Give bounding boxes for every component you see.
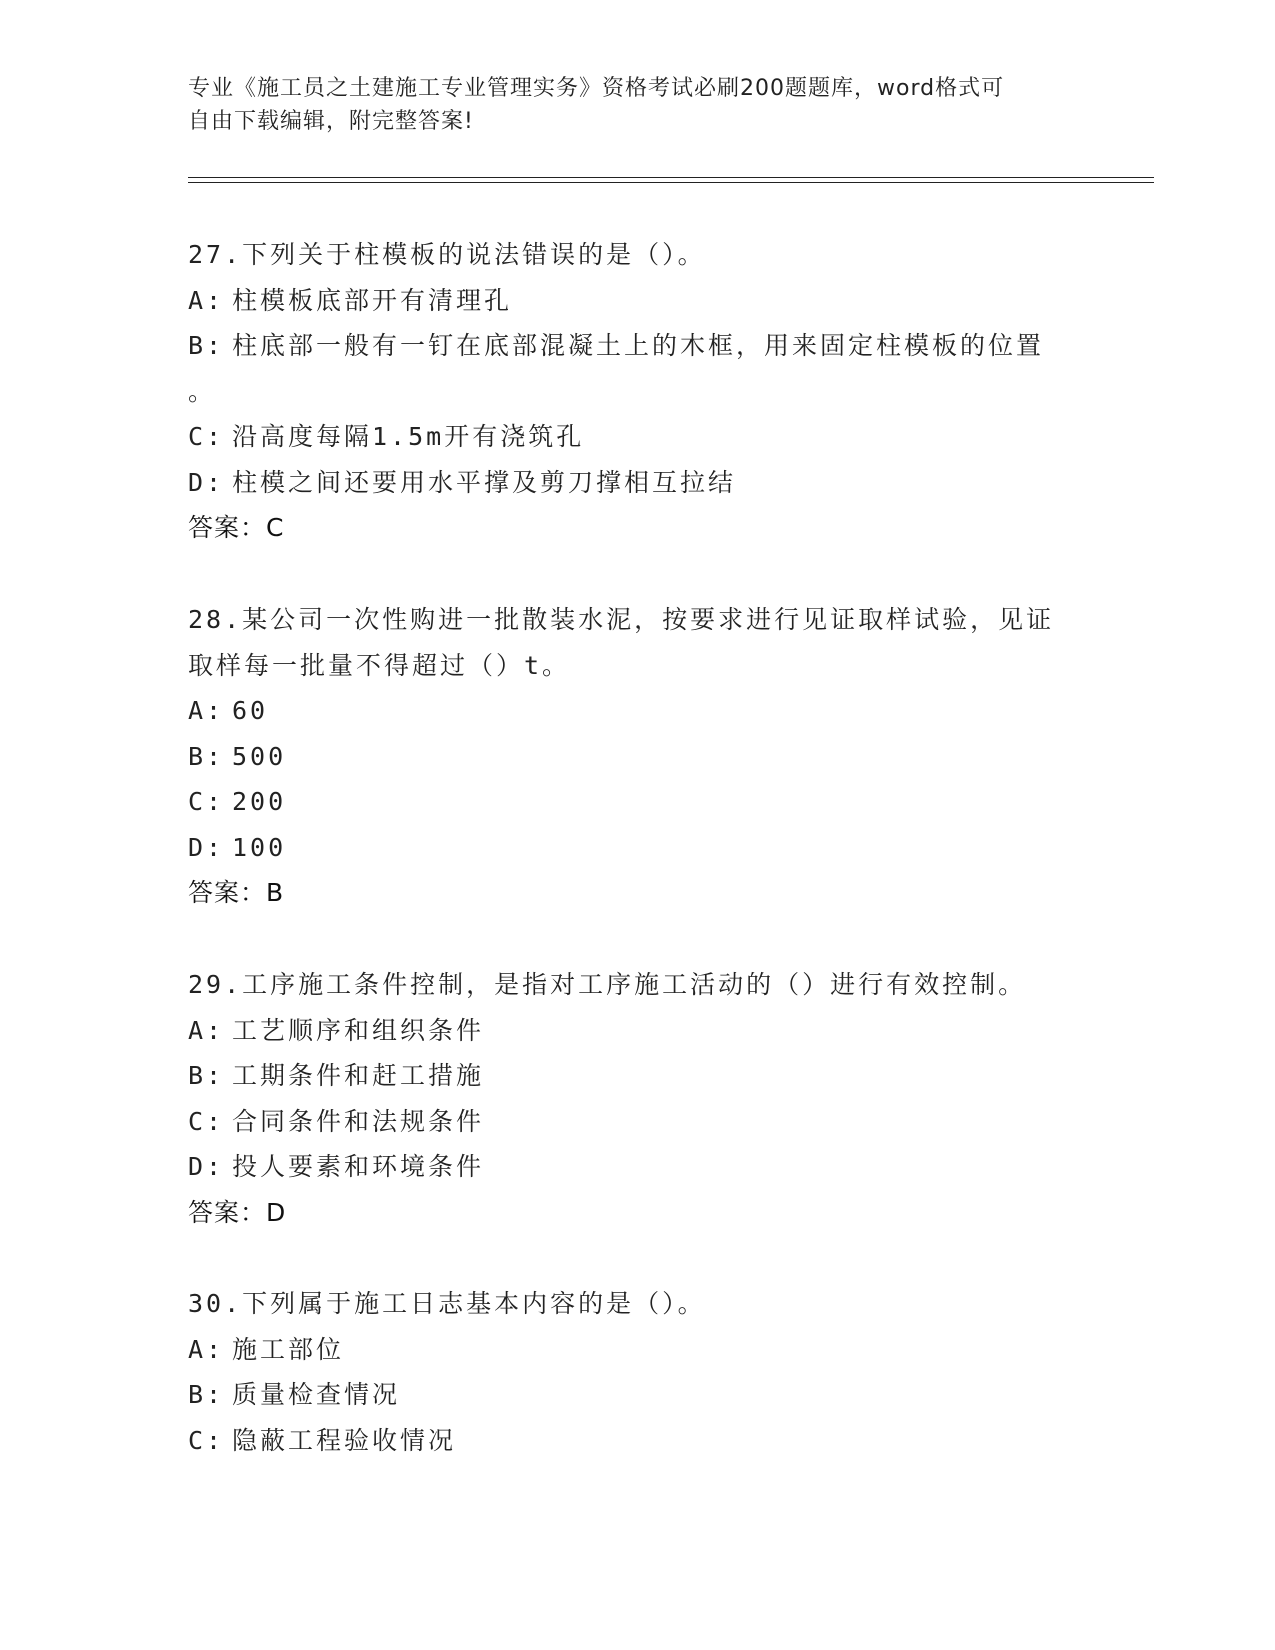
question-30: [188, 1281, 1088, 1463]
option-c: [188, 414, 1088, 460]
option-label: A:: [188, 1334, 225, 1364]
answer-label: 答案：C: [188, 513, 285, 542]
option-b: [188, 1053, 1088, 1099]
question-28: [188, 597, 1088, 916]
option-text: 质量检查情况: [232, 1380, 401, 1409]
option-label: B:: [188, 741, 225, 771]
option-d: [188, 1144, 1088, 1190]
option-text: 合同条件和法规条件: [232, 1106, 485, 1136]
answer-label: 答案：D: [188, 1197, 287, 1227]
option-b: [188, 1372, 1088, 1418]
option-text: 工艺顺序和组织条件: [232, 1015, 485, 1045]
option-label: B:: [188, 1061, 225, 1090]
answer-label: 答案：B: [188, 878, 285, 907]
option-label: B:: [188, 1380, 225, 1409]
option-label: C:: [188, 1106, 225, 1136]
option-text: 投人要素和环境条件: [232, 1152, 485, 1181]
option-a: [188, 1327, 1088, 1373]
option-c: [188, 1418, 1088, 1464]
option-label: A:: [188, 285, 225, 315]
option-text: 柱模之间还要用水平撑及剪刀撑相互拉结: [232, 467, 737, 497]
question-stem-continuation: 取样每一批量不得超过（）t。: [188, 650, 571, 680]
header-line-1: 专业《施工员之土建施工专业管理实务》资格考试必刷200题题库，word格式可: [188, 76, 1005, 101]
question-27: [188, 232, 1088, 551]
header-divider-top: [188, 177, 1154, 178]
option-text: 100: [232, 832, 287, 862]
option-b: [188, 734, 1088, 780]
option-label: C:: [188, 787, 225, 816]
question-stem: 27.下列关于柱模板的说法错误的是（）。: [188, 240, 706, 269]
option-text: 柱底部一般有一钉在底部混凝土上的木框，用来固定柱模板的位置: [232, 331, 1045, 360]
option-label: D:: [188, 1152, 225, 1181]
option-text: 柱模板底部开有清理孔: [232, 285, 513, 315]
header-divider-bottom: [188, 182, 1154, 183]
question-29: [188, 962, 1088, 1235]
option-label: B:: [188, 331, 225, 360]
option-text: 施工部位: [232, 1334, 345, 1364]
option-d: [188, 460, 1088, 506]
option-c: [188, 779, 1088, 825]
option-label: C:: [188, 422, 225, 451]
option-text: 工期条件和赶工措施: [232, 1061, 485, 1090]
option-text: 60: [232, 696, 269, 725]
option-text: 沿高度每隔1.5m开有浇筑孔: [232, 422, 585, 451]
question-stem: 30.下列属于施工日志基本内容的是（）。: [188, 1289, 706, 1318]
option-b-continuation: 。: [188, 376, 217, 406]
option-text: 200: [232, 787, 287, 816]
option-label: D:: [188, 467, 225, 497]
option-label: D:: [188, 832, 225, 862]
option-c: [188, 1099, 1088, 1145]
option-a: [188, 278, 1088, 324]
option-label: A:: [188, 1015, 225, 1045]
question-stem: 29.工序施工条件控制，是指对工序施工活动的（）进行有效控制。: [188, 970, 1027, 999]
option-text: 500: [232, 741, 287, 771]
question-stem: 28.某公司一次性购进一批散装水泥，按要求进行见证取样试验，见证: [188, 605, 1055, 634]
option-a: [188, 688, 1088, 734]
option-b: [188, 323, 1088, 369]
option-a: [188, 1008, 1088, 1054]
option-label: A:: [188, 696, 225, 725]
document-header: [188, 72, 1088, 138]
option-text: 隐蔽工程验收情况: [232, 1425, 457, 1455]
option-d: [188, 825, 1088, 871]
header-line-2: 自由下载编辑，附完整答案!: [188, 109, 474, 134]
option-label: C:: [188, 1425, 225, 1455]
